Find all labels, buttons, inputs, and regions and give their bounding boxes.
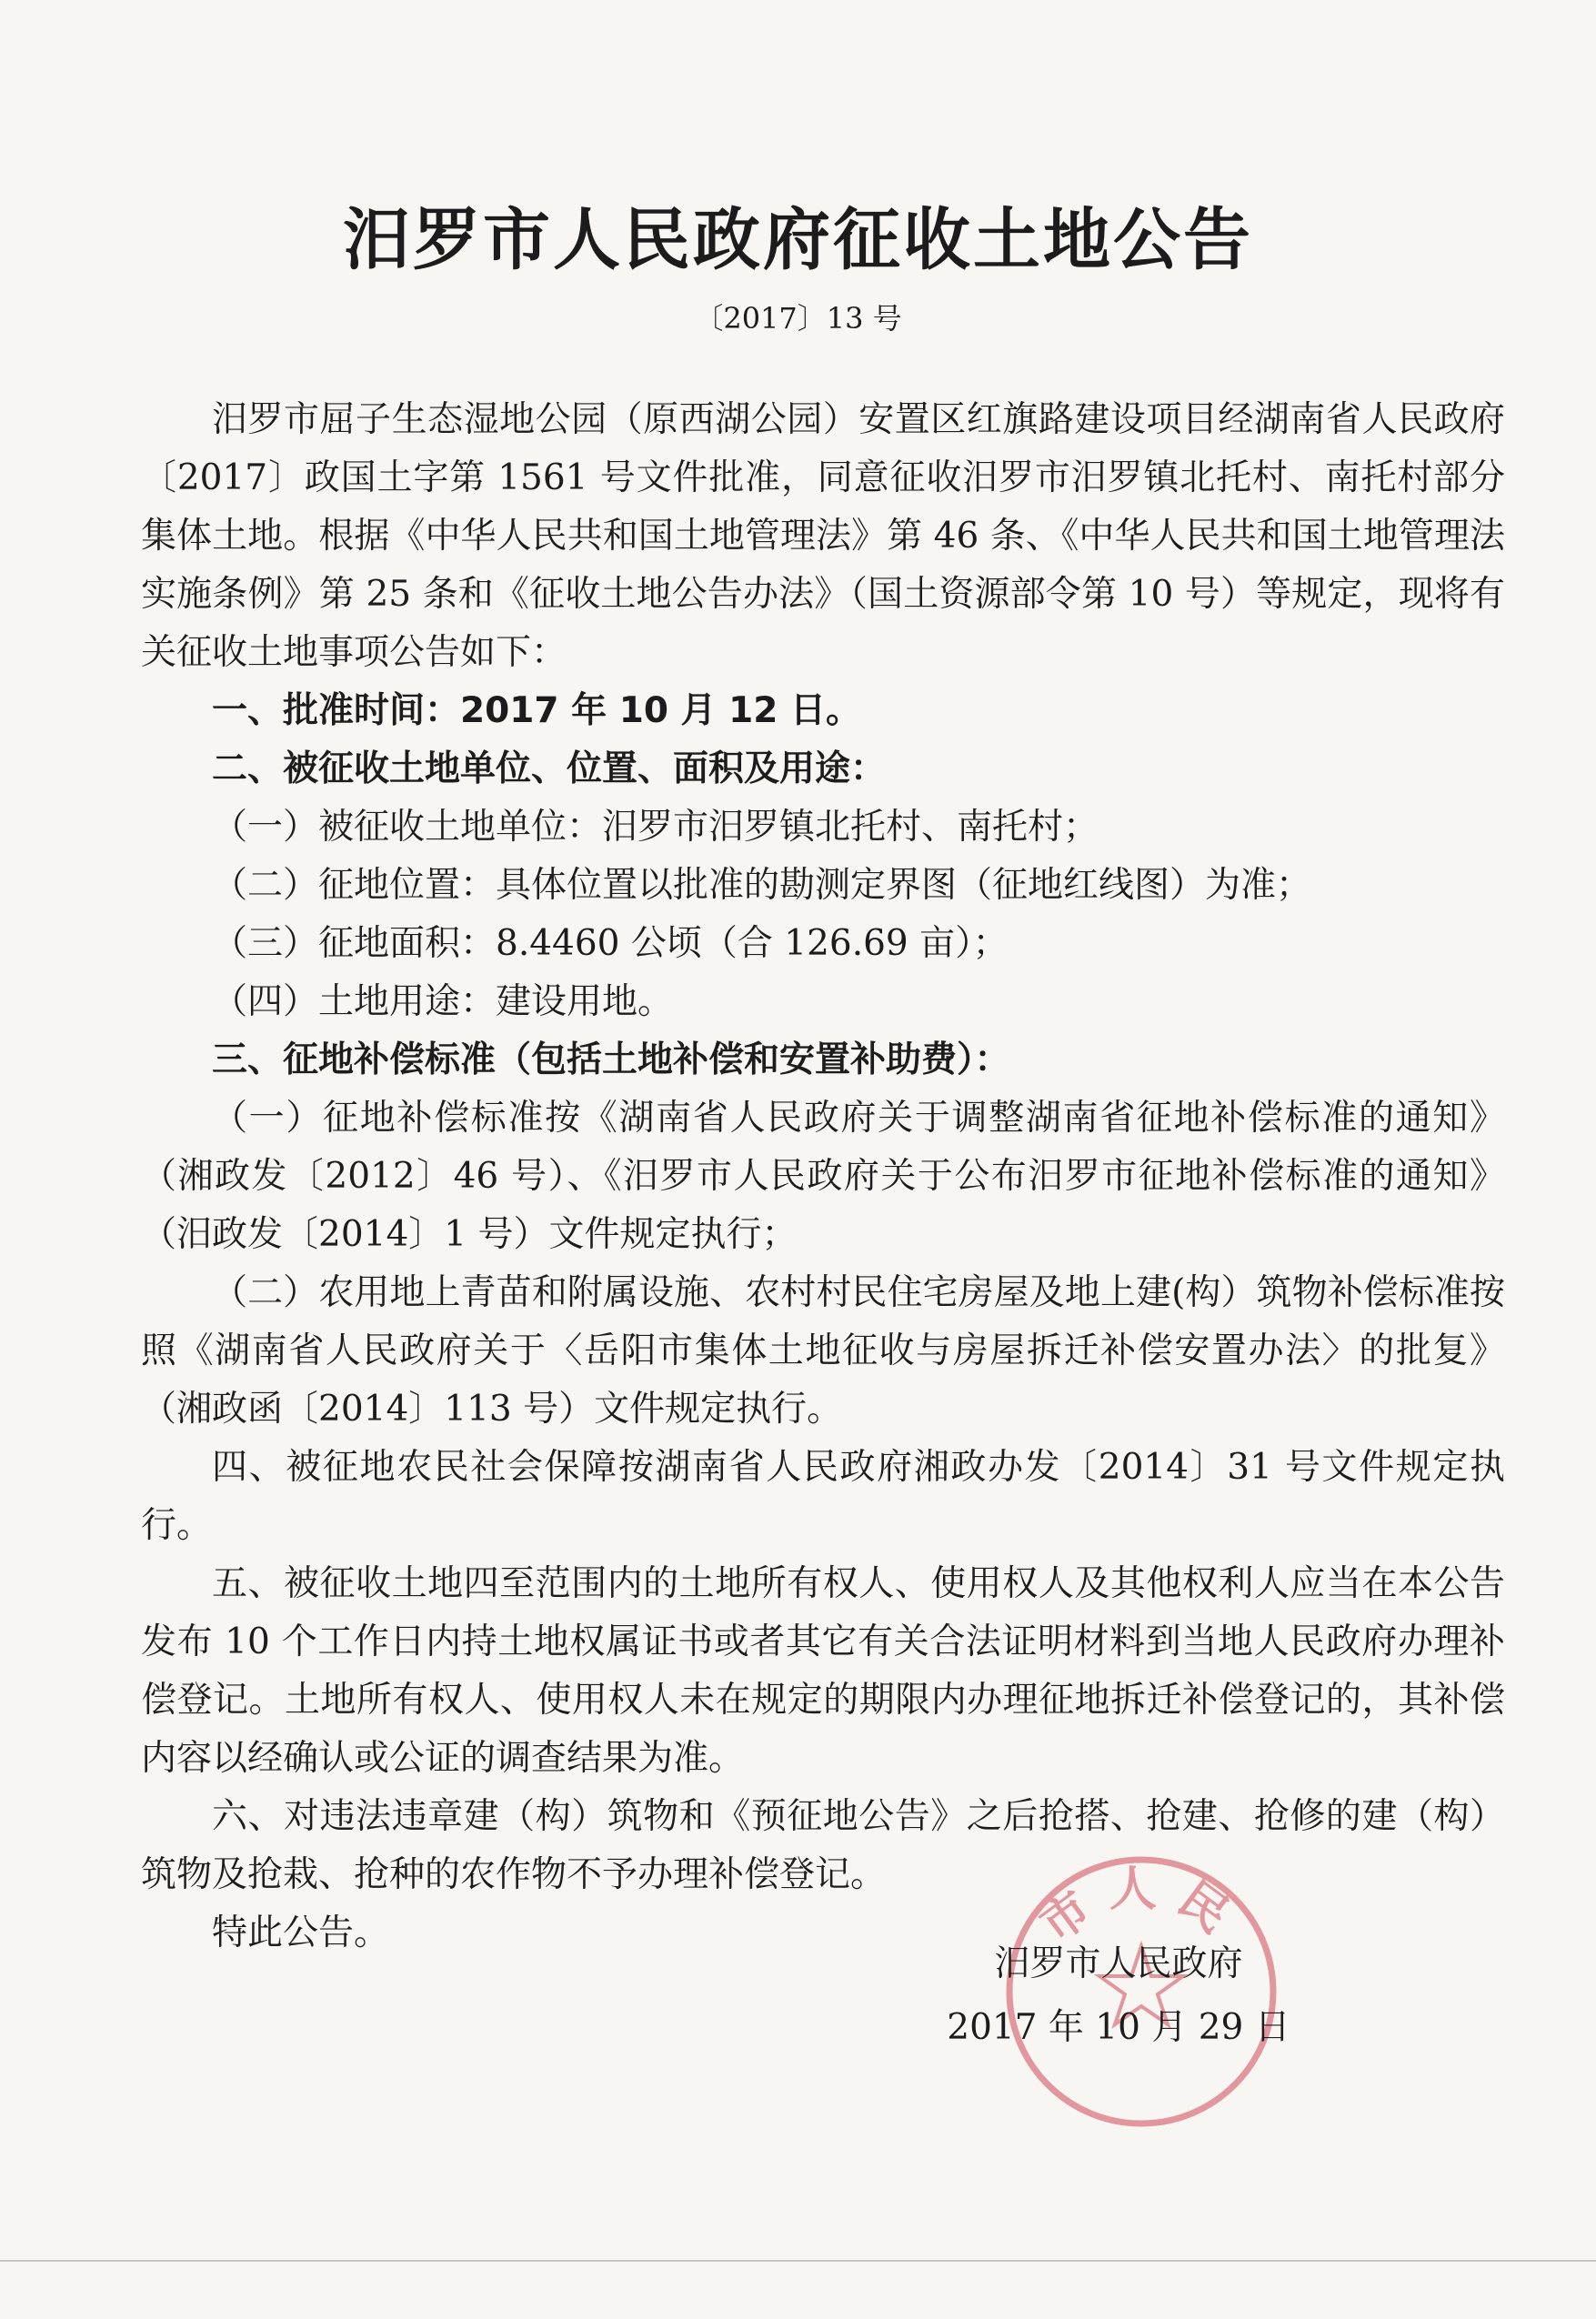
section-5: 五、被征收土地四至范围内的土地所有权人、使用权人及其他权利人应当在本公告发布 10 个工作日内持土地权属证书或者其它有关合法证明材料到当地人民政府办理补偿登记。土地所有权人、使用权人未在规定的期限内办理征地拆迁补偿登记的，其补偿内容以经确认或公证的调查结果为准。 (141, 1563, 1505, 1779)
scan-edge-divider (0, 2260, 1596, 2262)
issuing-organization: 汨罗市人民政府 (994, 1943, 1243, 1984)
section-2-heading: 二、被征收土地单位、位置、面积及用途： (212, 748, 887, 789)
section-3-item-1: （一）征地补偿标准按《湖南省人民政府关于调整湖南省征地补偿标准的通知》（湘政发〔2012〕46 号）、《汨罗市人民政府关于公布汨罗市征地补偿标准的通知》（汨政发〔2014〕1 号）文件规定执行； (141, 1098, 1505, 1255)
signature-block (909, 1932, 1328, 2060)
issue-date: 2017 年 10 月 29 日 (947, 2007, 1290, 2048)
document-title: 汨罗市人民政府征收土地公告 (343, 201, 1253, 279)
closing-text: 特此公告。 (212, 1912, 390, 1953)
document-body (141, 391, 1505, 1963)
seal-text: 市人民 (1029, 1862, 1253, 1953)
section-6: 六、对违法违章建（构）筑物和《预征地公告》之后抢搭、抢建、抢修的建（构）筑物及抢栽、抢种的农作物不予办理补偿登记。 (141, 1796, 1505, 1895)
document-number: 〔2017〕13 号 (694, 301, 902, 336)
section-3-heading: 三、征地补偿标准（包括土地补偿和安置补助费）： (212, 1039, 1010, 1080)
section-1-approval-time: 一、批准时间：2017 年 10 月 12 日。 (212, 690, 861, 731)
section-2-item-2: （二）征地位置：具体位置以批准的勘测定界图（征地红线图）为准； (212, 865, 1312, 906)
section-4: 四、被征地农民社会保障按湖南省人民政府湘政办发〔2014〕31 号文件规定执行。 (141, 1447, 1505, 1546)
intro-paragraph: 汨罗市屈子生态湿地公园（原西湖公园）安置区红旗路建设项目经湖南省人民政府〔2017〕政国土字第 1561 号文件批准，同意征收汨罗市汨罗镇北托村、南托村部分集体土地。根据《中华人民共和国土地管理法》第 46 条、《中华人民共和国土地管理法实施条例》第 25 条和《征收土地公告办法》（国土资源部令第 10 号）等规定，现将有关征收土地事项公告如下： (141, 399, 1505, 673)
section-3-item-2: （二）农用地上青苗和附属设施、农村村民住宅房屋及地上建(构）筑物补偿标准按照《湖南省人民政府关于〈岳阳市集体土地征收与房屋拆迁补偿安置办法〉的批复》（湘政函〔2014〕113 号）文件规定执行。 (141, 1272, 1505, 1430)
section-2-item-3: （三）征地面积：8.4460 公顷（合 126.69 亩）； (212, 923, 1009, 964)
section-2-item-4: （四）土地用途：建设用地。 (212, 981, 674, 1022)
section-2-item-1: （一）被征收土地单位：汨罗市汨罗镇北托村、南托村； (212, 807, 1099, 848)
